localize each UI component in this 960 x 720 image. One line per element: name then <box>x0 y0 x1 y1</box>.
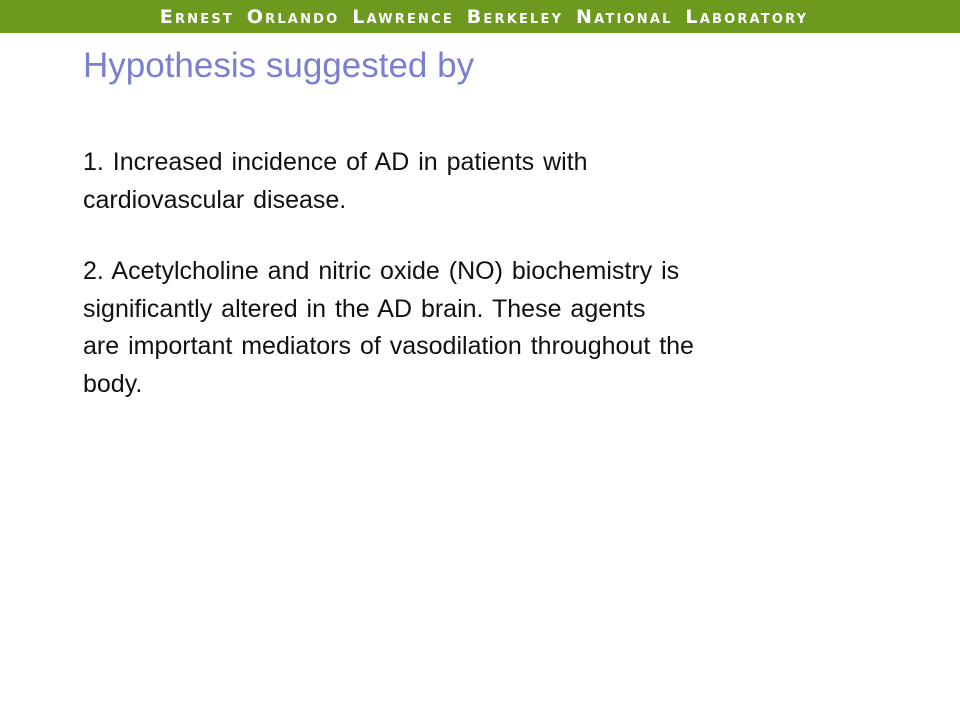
point-1-line-2: cardiovascular disease. <box>83 185 347 214</box>
point-2-line-4: body. <box>83 369 143 398</box>
institution-name: Ernest Orlando Lawrence Berkeley National Laboratory <box>159 5 809 28</box>
point-1 <box>83 144 883 219</box>
point-2-line-2: significantly altered in the AD brain. These agents <box>83 294 646 323</box>
slide-body <box>83 144 883 403</box>
institution-banner <box>0 0 960 33</box>
slide-title: Hypothesis suggested by <box>83 46 475 85</box>
point-2 <box>83 253 883 403</box>
point-2-line-3: are important mediators of vasodilation throughout the <box>83 332 694 360</box>
point-1-line-1: 1. Increased incidence of AD in patients with <box>83 148 588 176</box>
point-2-line-1: 2. Acetylcholine and nitric oxide (NO) biochemistry is <box>83 257 680 285</box>
